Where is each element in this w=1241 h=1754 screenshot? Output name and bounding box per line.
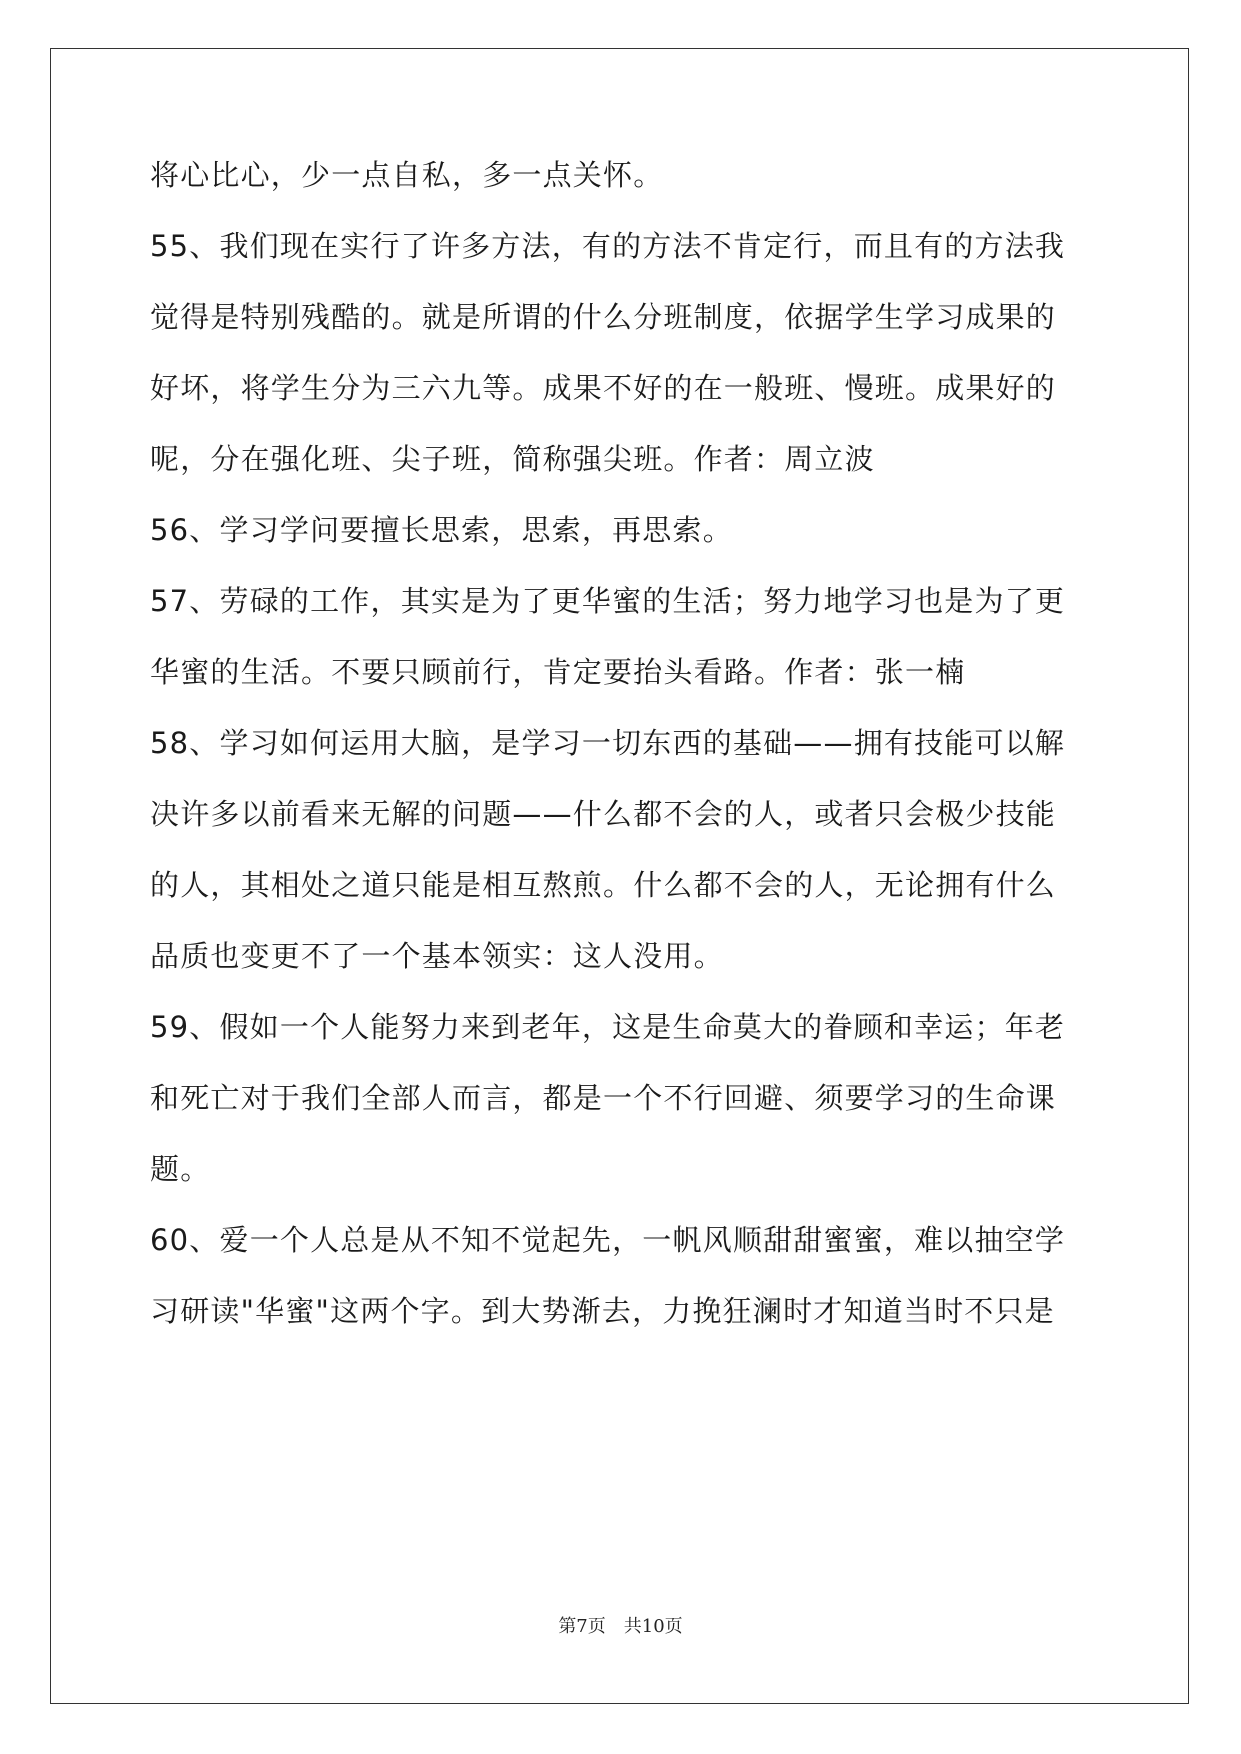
text-line: 华蜜的生活。不要只顾前行，肯定要抬头看路。作者：张一楠 — [150, 655, 966, 689]
text-line: 和死亡对于我们全部人而言，都是一个不行回避、须要学习的生命课 — [150, 1081, 1057, 1115]
text-line: 习研读"华蜜"这两个字。到大势渐去，力挽狂澜时才知道当时不只是 — [150, 1294, 1055, 1328]
text-line: 好坏，将学生分为三六九等。成果不好的在一般班、慢班。成果好的 — [150, 371, 1057, 405]
text-line: 60、爱一个人总是从不知不觉起先，一帆风顺甜甜蜜蜜，难以抽空学 — [150, 1223, 1066, 1257]
text-line: 59、假如一个人能努力来到老年，这是生命莫大的眷顾和幸运；年老 — [150, 1010, 1066, 1044]
text-line: 决许多以前看来无解的问题——什么都不会的人，或者只会极少技能 — [150, 797, 1057, 831]
text-line: 题。 — [150, 1152, 211, 1186]
text-line: 的人，其相处之道只能是相互熬煎。什么都不会的人，无论拥有什么 — [150, 868, 1057, 902]
text-line: 呢，分在强化班、尖子班，简称强尖班。作者：周立波 — [150, 442, 875, 476]
text-line: 57、劳碌的工作，其实是为了更华蜜的生活；努力地学习也是为了更 — [150, 584, 1066, 618]
text-line: 觉得是特别残酷的。就是所谓的什么分班制度，依据学生学习成果的 — [150, 300, 1057, 334]
text-line: 将心比心，少一点自私，多一点关怀。 — [150, 158, 664, 192]
text-line: 56、学习学问要擅长思索，思索，再思索。 — [150, 513, 733, 547]
text-line: 品质也变更不了一个基本领实：这人没用。 — [150, 939, 724, 973]
text-line: 55、我们现在实行了许多方法，有的方法不肯定行，而且有的方法我 — [150, 229, 1066, 263]
page-footer: 第7页 共10页 — [558, 1616, 683, 1637]
text-line: 58、学习如何运用大脑，是学习一切东西的基础——拥有技能可以解 — [150, 726, 1066, 760]
